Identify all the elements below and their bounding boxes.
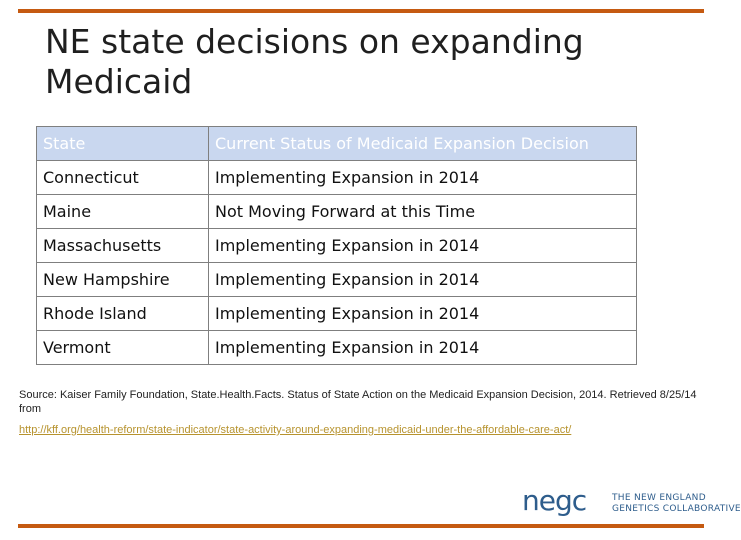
table-row <box>37 195 637 229</box>
page-title: NE state decisions on expanding Medicaid <box>45 22 584 101</box>
table-row <box>37 297 637 331</box>
table-row <box>37 229 637 263</box>
table-row <box>37 161 637 195</box>
header-status: Current Status of Medicaid Expansion Decision <box>209 127 637 161</box>
state-cell: Maine <box>37 195 209 229</box>
state-cell: Rhode Island <box>37 297 209 331</box>
status-cell: Implementing Expansion in 2014 <box>209 263 637 297</box>
state-cell: Vermont <box>37 331 209 365</box>
status-cell: Implementing Expansion in 2014 <box>209 331 637 365</box>
state-cell: Connecticut <box>37 161 209 195</box>
table-row <box>37 263 637 297</box>
status-cell: Implementing Expansion in 2014 <box>209 161 637 195</box>
top-accent-bar <box>18 9 704 13</box>
medicaid-status-table <box>36 126 637 365</box>
logo-line-1: THE NEW ENGLAND <box>612 493 706 503</box>
header-state: State <box>37 127 209 161</box>
logo-wordmark: negc <box>522 484 587 517</box>
status-cell: Implementing Expansion in 2014 <box>209 297 637 331</box>
table-row <box>37 331 637 365</box>
bottom-accent-bar <box>18 524 704 528</box>
state-cell: New Hampshire <box>37 263 209 297</box>
status-cell: Not Moving Forward at this Time <box>209 195 637 229</box>
table-header-row <box>37 127 637 161</box>
status-cell: Implementing Expansion in 2014 <box>209 229 637 263</box>
source-citation: Source: Kaiser Family Foundation, State.Health.Facts. Status of State Action on the Medicaid Expansion Decision, 2014. Retrieved 8/25/14 from <box>19 389 697 415</box>
source-link[interactable]: http://kff.org/health-reform/state-indicator/state-activity-around-expanding-medicaid-under-the-affordable-care-act/ <box>19 424 572 436</box>
logo-line-2: GENETICS COLLABORATIVE <box>612 504 741 514</box>
state-cell: Massachusetts <box>37 229 209 263</box>
